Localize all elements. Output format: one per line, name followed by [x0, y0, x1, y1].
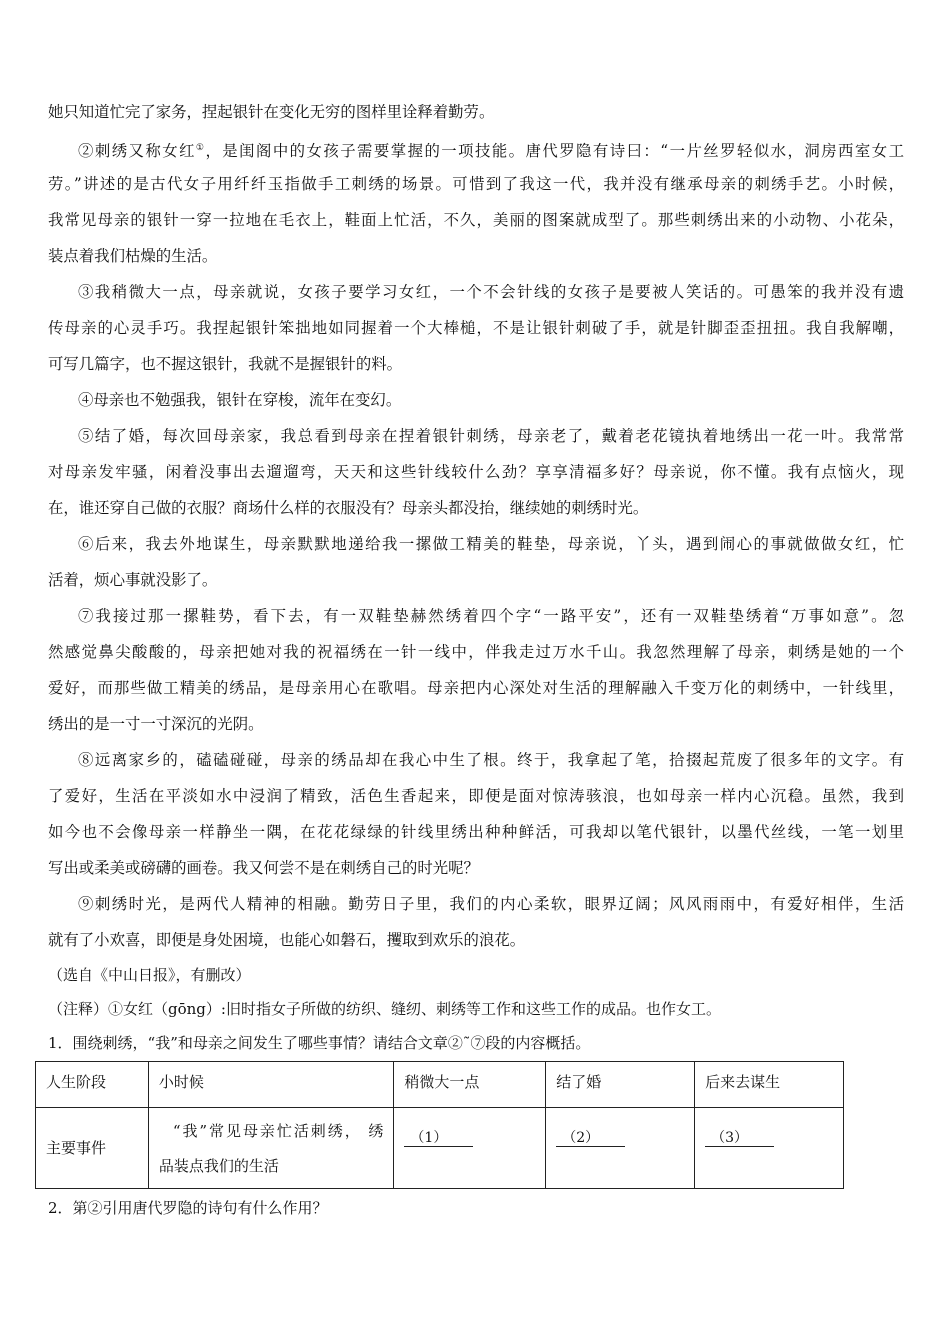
table-row: [36, 1108, 844, 1189]
childhood-event-text: [159, 1108, 384, 1184]
childhood-event-line: “我”常见母亲忙活刺绣， 绣: [172, 1122, 384, 1140]
table-header-cell: 人生阶段: [36, 1062, 149, 1108]
row-label: 主要事件: [46, 1139, 107, 1157]
paragraph-4-line: ④母亲也不勉强我，银针在穿梭，流年在变幻。: [78, 391, 402, 409]
paragraph-line: 她只知道忙完了家务，捏起银针在变化无穷的图样里诠释着勤劳。: [48, 103, 495, 121]
table-header-cell: 小时候: [148, 1062, 394, 1108]
paragraph-line: 了爱好，生活在平淡如水中浸润了精致，活色生香起来，即便是面对惊涛骇浪，也如母亲一样内心沉稳。虽然，我到: [48, 787, 904, 805]
paragraph-7-line: ⑦我接过那一摞鞋势，看下去，有一双鞋垫赫然绣着四个字“一路平安”，还有一双鞋垫绣着“万事如意”。忽: [78, 607, 904, 625]
paragraph-text: ②刺绣又称女红: [78, 142, 196, 161]
paragraph-line: 装点着我们枯燥的生活。: [48, 247, 218, 265]
childhood-event-line: 品装点我们的生活: [158, 1157, 279, 1175]
answer-blank-2[interactable]: （2）: [556, 1130, 625, 1147]
answer-blank-3[interactable]: （3）: [705, 1130, 774, 1147]
row-label-cell: [36, 1108, 149, 1189]
paragraph-line: 然感觉鼻尖酸酸的，母亲把她对我的祝福绣在一针一线中，伴我走过万水千山。我忽然理解了母亲，刺绣是她的一个: [48, 643, 904, 661]
paragraph-line: 如今也不会像母亲一样静坐一隅，在花花绿绿的针线里绣出种种鲜活，可我却以笔代银针，以墨代丝线，一笔一划里: [48, 823, 904, 841]
paragraph-9-line: ⑨刺绣时光，是两代人精神的相融。勤劳日子里，我们的内心柔软，眼界辽阔；风风雨雨中，有爱好相伴，生活: [78, 895, 904, 913]
paragraph-line: 活着，烦心事就没影了。: [48, 571, 218, 589]
table-header-cell: 稍微大一点: [394, 1062, 546, 1108]
paragraph-line: 写出或柔美或磅礴的画卷。我又何尝不是在刺绣自己的时光呢？: [48, 859, 479, 877]
footnote-line: （注释）①女红（gōng）:旧时指女子所做的纺织、缝纫、刺绣等工作和这些工作的成品。也作女工。: [48, 1000, 721, 1018]
table-header-cell: 结了婚: [546, 1062, 695, 1108]
paragraph-line: 我常见母亲的银针一穿一拉地在毛衣上，鞋面上忙活，不久，美丽的图案就成型了。那些刺绣出来的小动物、小花朵，: [48, 211, 904, 229]
paragraph-line: 就有了小欢喜，即便是身处困境，也能心如磐石，攫取到欢乐的浪花。: [48, 931, 526, 949]
answer-cell-3[interactable]: [695, 1108, 844, 1189]
source-line: （选自《中山日报》，有删改）: [48, 966, 251, 984]
paragraph-line: 传母亲的心灵手巧。我捏起银针笨拙地如同握着一个大棒槌，不是让银针刺破了手，就是针脚歪歪扭扭。我自我解嘲，: [48, 319, 904, 337]
paragraph-line: 劳。”讲述的是古代女子用纤纤玉指做手工刺绣的场景。可惜到了我这一代，我并没有继承母亲的刺绣手艺。小时候，: [48, 175, 904, 193]
question-2: 2．第②引用唐代罗隐的诗句有什么作用？: [48, 1199, 328, 1217]
answer-blank-1[interactable]: （1）: [404, 1130, 473, 1147]
question-1: 1．围绕刺绣，“我”和母亲之间发生了哪些事情？请结合文章②˜⑦段的内容概括。: [48, 1034, 591, 1052]
paragraph-6-line: ⑥后来，我去外地谋生，母亲默默地递给我一摞做工精美的鞋垫，母亲说，丫头，遇到闹心的事就做做女红，忙: [78, 535, 904, 553]
footnote-marker: ①: [195, 143, 206, 153]
paragraph-line: 在，谁还穿自己做的衣服？商场什么样的衣服没有？母亲头都没抬，继续她的刺绣时光。: [48, 499, 649, 517]
article-body: [48, 94, 904, 1060]
paragraph-2-line: [48, 130, 904, 166]
paragraph-8-line: ⑧远离家乡的，磕磕碰碰，母亲的绣品却在我心中生了根。终于，我拿起了笔，拾掇起荒废了很多年的文字。有: [78, 751, 904, 769]
paragraph-line: 对母亲发牢骚，闲着没事出去遛遛弯，天天和这些针线较什么劲？享享清福多好？母亲说，你不懂。我有点恼火，现: [48, 463, 904, 481]
answer-cell-2[interactable]: [546, 1108, 695, 1189]
answer-cell-1[interactable]: [394, 1108, 546, 1189]
paragraph-text: ，是闺阁中的女孩子需要掌握的一项技能。唐代罗隐有诗曰：“一片丝罗轻似水，洞房西室女工: [205, 142, 904, 161]
table-header-cell: 后来去谋生: [695, 1062, 844, 1108]
answer-table: [35, 1061, 844, 1189]
paragraph-line: 可写几篇字，也不握这银针，我就不是握银针的料。: [48, 355, 402, 373]
childhood-event-cell: [148, 1108, 394, 1189]
paragraph-line: 爱好，而那些做工精美的绣品，是母亲用心在歌唱。母亲把内心深处对生活的理解融入千变万化的刺绣中，一针线里，: [48, 679, 904, 697]
paragraph-5-line: ⑤结了婚，每次回母亲家，我总看到母亲在捏着银针刺绣，母亲老了，戴着老花镜执着地绣出一花一叶。我常常: [78, 427, 904, 445]
paragraph-line: 绣出的是一寸一寸深沉的光阴。: [48, 715, 264, 733]
table-header-row: [36, 1062, 844, 1108]
paragraph-3-line: ③我稍微大一点，母亲就说，女孩子要学习女红，一个不会针线的女孩子是要被人笑话的。可愚笨的我并没有遗: [78, 283, 904, 301]
